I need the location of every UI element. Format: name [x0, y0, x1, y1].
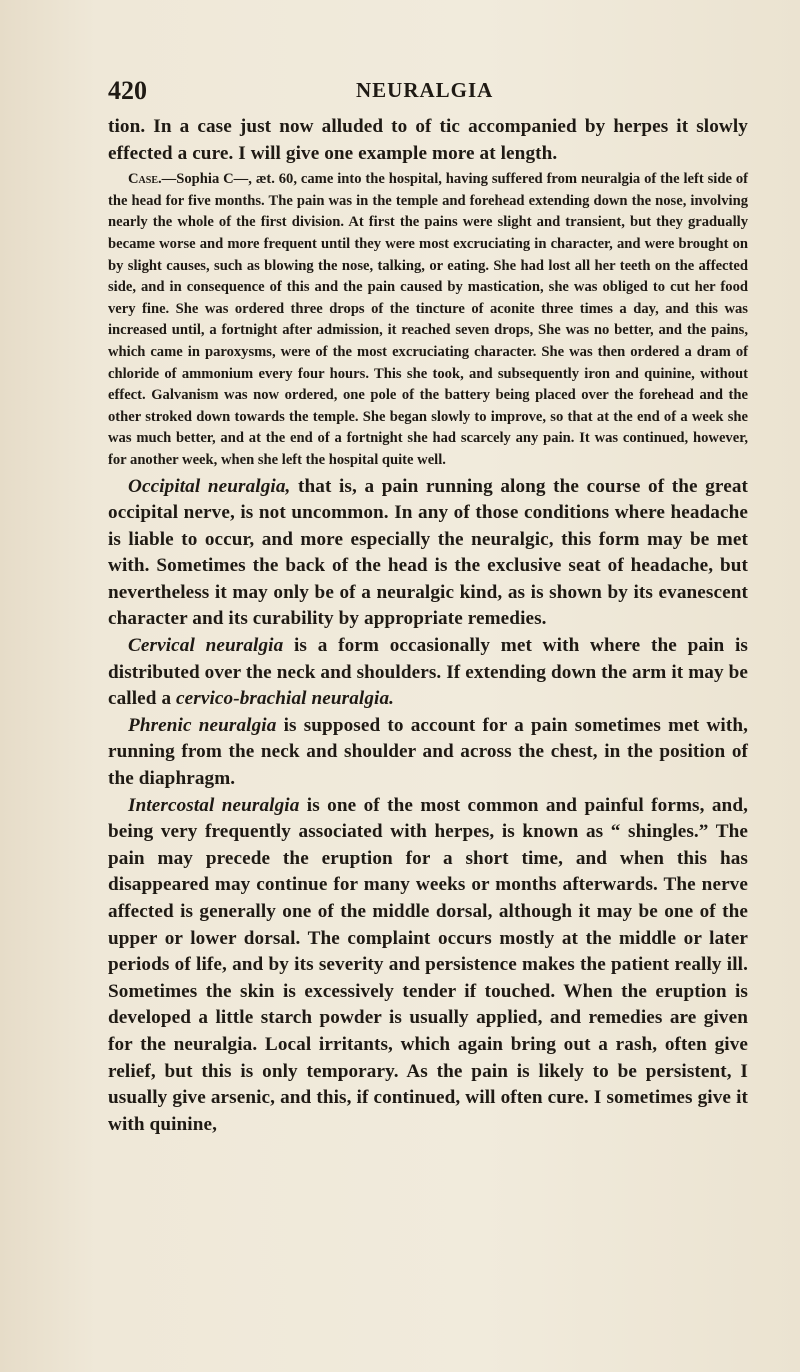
occipital-paragraph [108, 474, 748, 634]
occipital-text: that is, a pain running along the course of the great occipital nerve, is not uncommon. In any of those conditions where headache is liable to occur, and more especially the neuralgic, this form may be met with. Sometimes the back of the head is the exclusive seat of headache, but nevertheless it may only be of a neuralgic kind, as is shown by its evanescent character and its curability by appropriate remedies. [108, 475, 748, 630]
phrenic-term: Phrenic neuralgia [128, 714, 277, 736]
running-head: NEURALGIA [356, 78, 494, 102]
intercostal-text: is one of the most common and painful forms, and, being very frequently associated with herpes, is known as “ shingles.” The pain may precede the eruption for a short time, and when this has disappeared may continue for many weeks or months afterwards. The nerve affected is generally one of the middle dorsal, although it may be one of the upper or lower dorsal. The complaint occurs mostly at the middle or later periods of life, and by its severity and persistence makes the patient really ill. Sometimes the skin is excessively tender if touched. When the eruption is developed a little starch powder is usually applied, and remedies are given for the neuralgia. Local irritants, which again bring out a rash, often give relief, but this is only temporary. As the pain is likely to be persistent, I usually give arsenic, and this, if continued, will often cure. I sometimes give it with quinine, [108, 794, 748, 1135]
page-number: 420 [108, 76, 147, 105]
occipital-term: Occipital neuralgia, [128, 475, 291, 497]
cervico-brachial-term: cervico-brachial neuralgia. [176, 688, 395, 710]
intro-paragraph: tion. In a case just now alluded to of tic accompanied by herpes it slowly effected a cure. I will give one example more at length. [108, 116, 748, 164]
phrenic-paragraph [108, 713, 748, 793]
case-paragraph [108, 169, 748, 471]
cervical-paragraph [108, 633, 748, 713]
case-text: —Sophia C—, æt. 60, came into the hospital, having suffered from neuralgia of the left side of the head for five months. The pain was in the temple and forehead extending down the nose, involving nearly the whole of the first division. At first the pains were slight and transient, but they gradually became worse and more frequent until they were most excruciating in character, and were brought on by slight causes, such as blowing the nose, talking, or eating. She had lost all her teeth on the affected side, and in consequence of this and the pain caused by mastication, she was obliged to cut her food very fine. She was ordered three drops of the tincture of aconite three times a day, and this was increased until, a fortnight after admission, it reached seven drops, She was no better, and the pains, which came in paroxysms, were of the most excruciating character. She was then ordered a dram of chloride of ammonium every four hours. This she took, and subsequently iron and quinine, without effect. Galvanism was now ordered, one pole of the battery being placed over the forehead and the other stroked down towards the temple. She began slowly to improve, so that at the end of a week she was much better, and at the end of a fortnight she had scarcely any pain. It was continued, however, for another week, when she left the hospital quite well. [108, 171, 748, 468]
case-label: Case. [128, 171, 162, 188]
cervical-text: is a form occasionally met with where the pain is distributed over the neck and shoulders. If extending down the arm it may be called a [108, 635, 748, 710]
intercostal-paragraph [108, 793, 748, 1139]
cervical-term: Cervical neuralgia [128, 635, 284, 657]
page-header [108, 76, 728, 110]
phrenic-text: is supposed to account for a pain sometimes met with, running from the neck and shoulder and across the chest, in the position of the diaphragm. [108, 714, 748, 790]
intercostal-term: Intercostal neuralgia [128, 794, 300, 816]
text-block [108, 114, 748, 1138]
